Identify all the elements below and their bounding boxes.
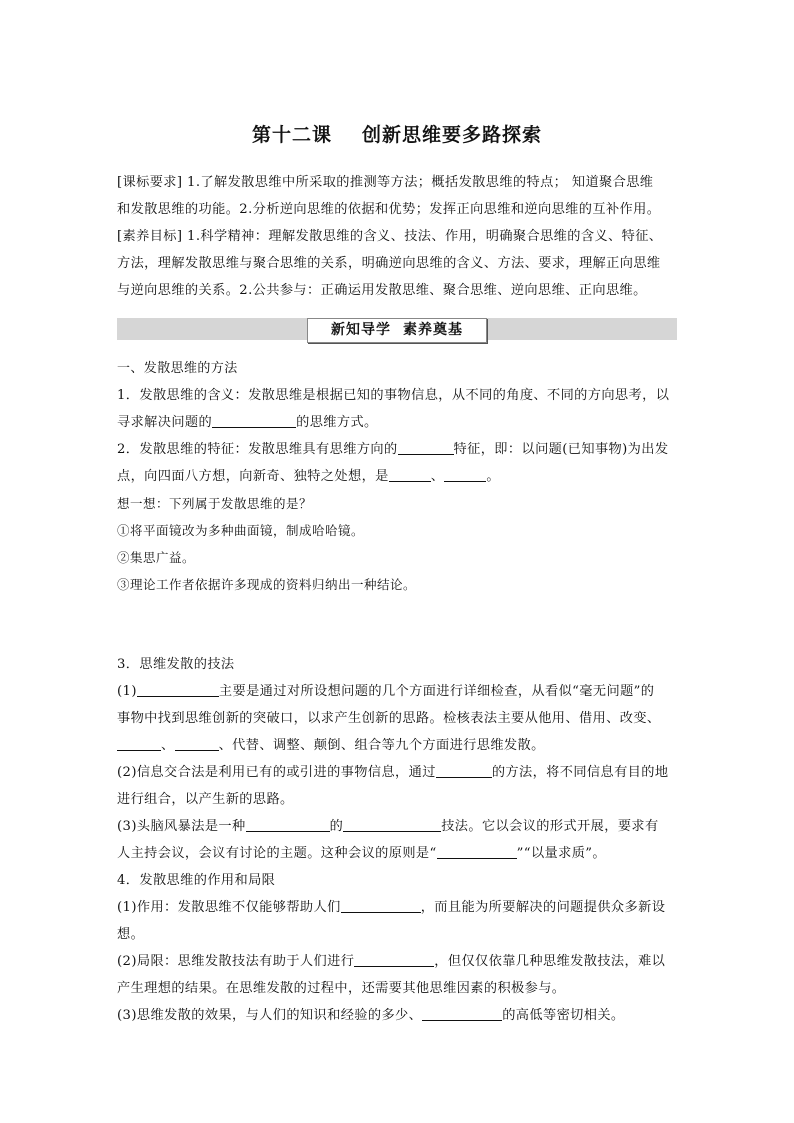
section3-text-pre: (3)头脑风暴法是一种: [117, 819, 246, 834]
section4-b-line-1: [117, 949, 677, 976]
section4-text-post: 的高低等密切相关。: [502, 1008, 625, 1023]
answer-blank[interactable]: [212, 413, 296, 428]
answer-blank[interactable]: [354, 952, 434, 967]
section1-heading: 一、发散思维的方法: [117, 361, 238, 376]
section4-a-line-1: [117, 895, 677, 922]
item1-text-pre: 寻求解决问题的: [117, 415, 213, 430]
section3-text-post: 、代替、调整、颠倒、组合等九个方面进行思维发散。: [218, 738, 545, 753]
section4-text-pre: (3)思维发散的效果，与人们的知识和经验的多少、: [117, 1008, 423, 1023]
section3-separator: 、: [161, 738, 175, 753]
item2-text-pre: 点，向四面八方想，向新奇、独特之处想，是: [117, 469, 389, 484]
section3-text-post: 的方法，将不同信息有目的地: [491, 765, 669, 780]
section3-text-mid: 的: [329, 819, 344, 834]
section3-text-post: 技法。它以会议的形式开展，要求有: [441, 819, 659, 834]
think-question: 想一想：下列属于发散思维的是？: [117, 496, 313, 511]
section3-text-post: ”“以量求质”。: [516, 846, 607, 861]
item2-text-pre: 2．发散思维的特征：发散思维具有思维方向的: [117, 442, 398, 457]
section3-b-line-2: 进行组合，以产生新的思路。: [117, 792, 294, 807]
answer-blank[interactable]: [137, 682, 219, 697]
answer-blank[interactable]: [246, 817, 330, 832]
answer-blank[interactable]: [437, 844, 517, 859]
section3-a-line-2: 事物中找到思维创新的突破口，以求产生创新的思路。检核表法主要从他用、借用、改变、: [117, 711, 661, 726]
section-banner: [307, 318, 487, 343]
section3-b-line-1: [117, 760, 677, 787]
answer-blank[interactable]: [444, 467, 486, 482]
think-option-1: ①将平面镜改为多种曲面镜，制成哈哈镜。: [117, 523, 365, 538]
lesson-number: 第十二课: [251, 124, 332, 146]
page-title: [117, 120, 677, 147]
section4-heading: 4．发散思维的作用和局限: [117, 873, 276, 888]
item2-line-2: [117, 464, 677, 491]
item1-line-1: 1．发散思维的含义：发散思维是根据已知的事物信息，从不同的角度、不同的方向思考，以: [117, 388, 670, 403]
section4-text-pre: (2)局限：思维发散技法有助于人们进行: [117, 954, 355, 969]
goals-line-3: 与逆向思维的关系。2.公共参与：正确运用发散思维、聚合思维、逆向思维、正向思维。: [117, 283, 647, 298]
banner-left: 新知导学: [331, 322, 391, 338]
section3-a-line-3: [117, 733, 677, 760]
standards-line-1: [课标要求] 1.了解发散思维中所采取的推测等方法；概括发散思维的特点； 知道聚合思维: [117, 175, 654, 190]
section3-a-line-1: [117, 679, 677, 706]
section3-text-pre: (1): [117, 684, 137, 699]
section4-a-line-2: 想。: [117, 927, 145, 942]
item2-text-post: 特征，即：以问题(已知事物)为出发: [453, 442, 669, 457]
section4-text-pre: (1)作用：发散思维不仅能够帮助人们: [117, 900, 341, 915]
item1-text-post: 的思维方式。: [296, 415, 378, 430]
section4-c-line-1: [117, 1003, 677, 1030]
item2-separator: 、: [430, 469, 445, 484]
think-option-3: ③理论工作者依据许多现成的资料归纳出一种结论。: [117, 577, 417, 592]
goals-line-2: 方法，理解发散思维与聚合思维的关系，明确逆向思维的含义、方法、要求，理解正向思维: [117, 256, 661, 271]
banner-right: 素养奠基: [403, 322, 463, 338]
goals-line-1: [素养目标] 1.科学精神：理解发散思维的含义、技法、作用，明确聚合思维的含义、特征、: [117, 229, 663, 244]
answer-blank[interactable]: [341, 898, 421, 913]
section3-heading: 3．思维发散的技法: [117, 657, 235, 672]
section3-text-pre: (2)信息交合法是利用已有的或引进的事物信息，通过: [117, 765, 436, 780]
section3-text-post: 主要是通过对所设想问题的几个方面进行详细检查，从看似“毫无问题”的: [218, 684, 655, 699]
think-option-2: ②集思广益。: [117, 550, 196, 565]
answer-blank[interactable]: [422, 1006, 502, 1021]
answer-blank[interactable]: [343, 817, 441, 832]
item1-line-2: [117, 410, 677, 437]
section4-text-post: ，而且能为所要解决的问题提供众多新设: [420, 900, 666, 915]
section3-text-pre: 人主持会议，会议有讨论的主题。这种会议的原则是“: [117, 846, 437, 861]
standards-line-2: 和发散思维的功能。2.分析逆向思维的依据和优势；发挥正向思维和逆向思维的互补作用。: [117, 202, 661, 217]
section4-b-line-2: 产生理想的结果。在思维发散的过程中，还需要其他思维因素的积极参与。: [117, 981, 566, 996]
lesson-topic: 创新思维要多路探索: [362, 124, 543, 146]
item2-text-post: 。: [486, 469, 500, 484]
answer-blank[interactable]: [175, 736, 219, 751]
answer-blank[interactable]: [389, 467, 431, 482]
answer-blank[interactable]: [398, 440, 454, 455]
answer-blank[interactable]: [117, 736, 161, 751]
section3-c-line-2: [117, 841, 677, 868]
section3-c-line-1: [117, 814, 677, 841]
item2-line-1: [117, 437, 677, 464]
section4-text-post: ，但仅仅依靠几种思维发散技法，难以: [434, 954, 666, 969]
answer-blank[interactable]: [436, 763, 492, 778]
